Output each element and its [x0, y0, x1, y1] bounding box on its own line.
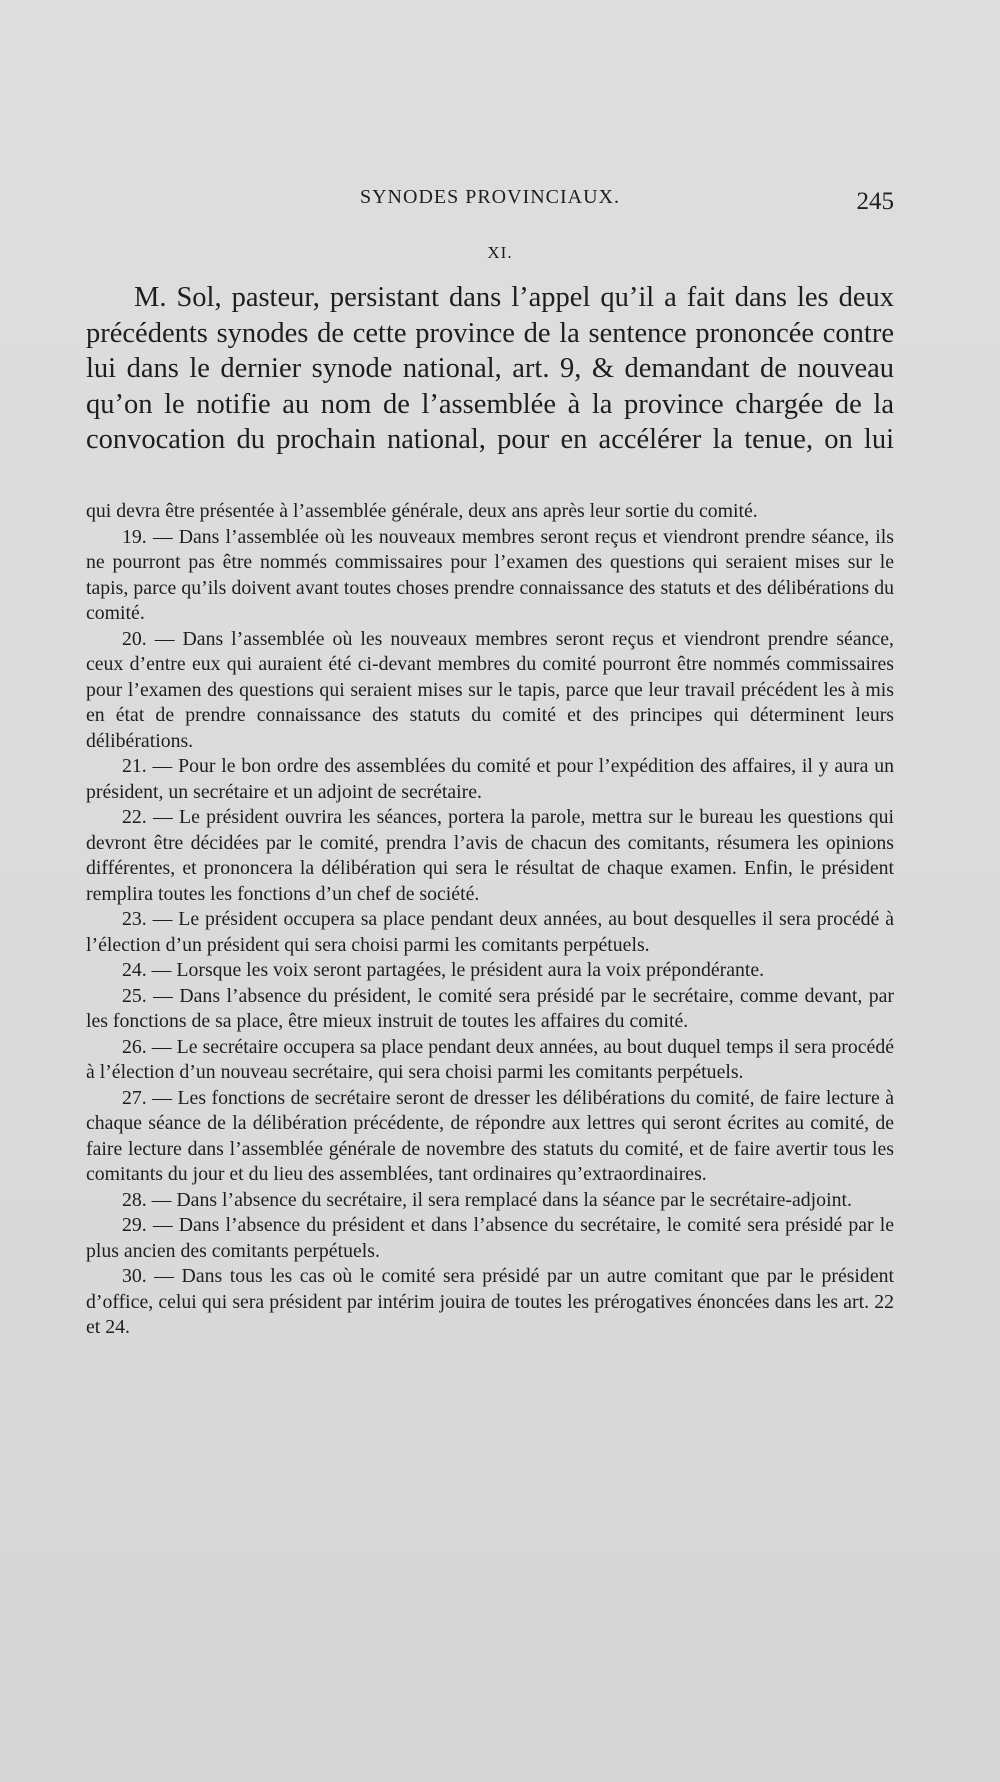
article-23: 23. — Le président occupera sa place pendant deux années, au bout desquelles il sera procédé à l’élection d’un président qui sera choisi parmi les comitants perpétuels. — [86, 908, 894, 956]
article-continuation: qui devra être présentée à l’assemblée générale, deux ans après leur sortie du comité. — [86, 500, 758, 522]
article-21: 21. — Pour le bon ordre des assemblées du comité et pour l’expédition des affaires, il y aura un président, un secrétaire et un adjoint de secrétaire. — [86, 755, 894, 803]
synod-paragraph — [86, 280, 894, 458]
section-number: XI. — [487, 243, 513, 262]
article-24: 24. — Lorsque les voix seront partagées, le président aura la voix prépondérante. — [122, 959, 765, 981]
page-number: 245 — [856, 188, 894, 215]
article-20: 20. — Dans l’assemblée où les nouveaux membres seront reçus et viendront prendre séance, ceux d’entre eux qui auraient été ci-devant membres du comité pourront être nommés commissaires pour l’examen des questions qui seraient mises sur le tapis, parce que leur travail précédent les à mis en état de prendre connaissance des statuts du comité et des principes qui déterminent leurs délibérations. — [86, 627, 894, 752]
article-30: 30. — Dans tous les cas où le comité sera présidé par un autre comitant que par le président d’office, celui qui sera président par intérim jouira de toutes les prérogatives énoncées dans les art. 22 et 24. — [86, 1265, 894, 1338]
article-19: 19. — Dans l’assemblée où les nouveaux membres seront reçus et viendront prendre séance, ils ne pourront pas être nommés commissaires pour l’examen des questions qui seraient mises sur le tapis, parce qu’ils doivent avant toutes choses prendre connaissance des statuts et des délibérations du comité. — [86, 525, 894, 624]
article-27: 27. — Les fonctions de secrétaire seront de dresser les délibérations du comité, de faire lecture à chaque séance de la délibération précédente, de répondre aux lettres qui seront écrites au comité, de faire lecture dans l’assemblée générale de novembre des statuts du comité, et de faire avertir tous les comitants du jour et du lieu des assemblées, tant ordinaires qu’extraordinaires. — [86, 1086, 894, 1185]
article-29: 29. — Dans l’absence du président et dans l’absence du secrétaire, le comité sera présidé par le plus ancien des comitants perpétuels. — [86, 1214, 894, 1262]
article-25: 25. — Dans l’absence du président, le comité sera présidé par le secrétaire, comme devant, par les fonctions de sa place, être mieux instruit de toutes les affaires du comité. — [86, 984, 894, 1032]
synod-paragraph-text: M. Sol, pasteur, persistant dans l’appel qu’il a fait dans les deux précédents synodes de cette province de la sentence prononcée contre lui dans le dernier synode national, art. 9, & demandant de nouveau qu’on le notifie au nom de l’assemblée à la province chargée de la convocation du prochain national, pour en accélérer la tenue, on lui — [86, 282, 894, 455]
page-header — [86, 186, 894, 216]
running-title: SYNODES PROVINCIAUX. — [359, 186, 621, 208]
committee-articles — [86, 499, 894, 1341]
article-26: 26. — Le secrétaire occupera sa place pendant deux années, au bout duquel temps il sera procédé à l’élection d’un nouveau secrétaire, qui sera choisi parmi les comitants perpétuels. — [86, 1035, 894, 1083]
article-22: 22. — Le président ouvrira les séances, portera la parole, mettra sur le bureau les questions qui devront être décidées par le comité, prendra l’avis de chacun des comitants, résumera les opinions différentes, et prononcera la délibération qui sera le résultat de chaque examen. Enfin, le président remplira toutes les fonctions d’un chef de société. — [86, 806, 894, 905]
article-28: 28. — Dans l’absence du secrétaire, il sera remplacé dans la séance par le secrétaire-adjoint. — [122, 1188, 852, 1211]
